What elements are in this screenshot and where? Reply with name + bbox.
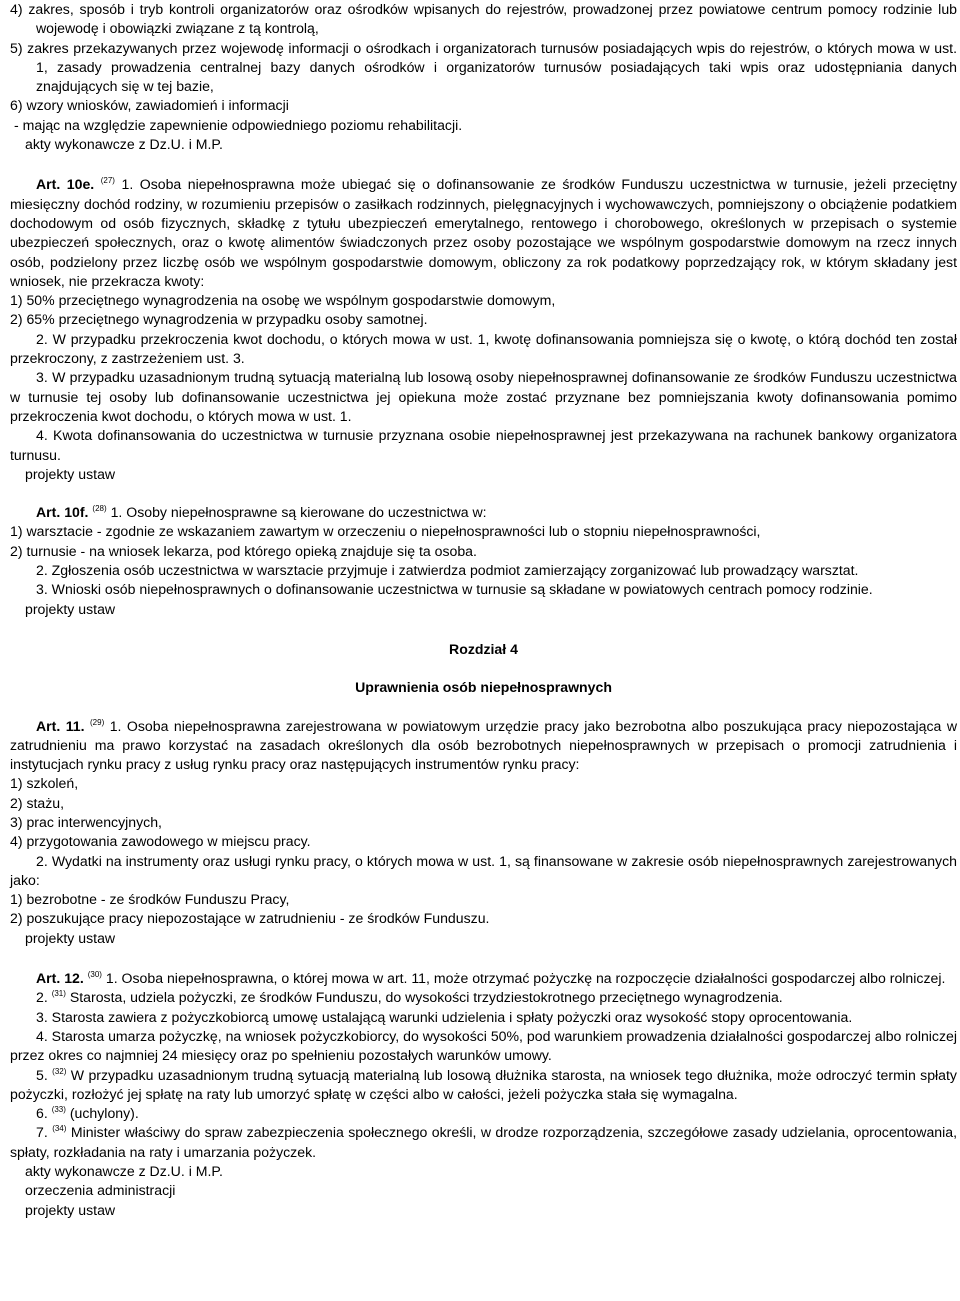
art-11-paragraph-1	[10, 717, 957, 775]
list-item: 1) warsztacie - zgodnie ze wskazaniem zawartym w orzeczeniu o niepełnosprawności lub o stopniu niepełnosprawności,	[10, 523, 761, 540]
closing-clause: - mając na względzie zapewnienie odpowiedniego poziomu rehabilitacji.	[14, 116, 463, 133]
art-12-paragraph-1	[10, 969, 957, 988]
list-item: 2) 65% przeciętnego wynagrodzenia w przypadku osoby samotnej.	[10, 311, 428, 328]
footnote-ref: (31)	[51, 989, 66, 999]
art-10e-paragraph-4: 4. Kwota dofinansowania do uczestnictwa w turnusie przyznana osobie niepełnosprawnej jest przekazywana na rachunek bankowy organizatora turnusu.	[10, 427, 957, 463]
paragraph-number: 5.	[36, 1066, 48, 1083]
paragraph-number: 7.	[36, 1124, 48, 1141]
spacer	[10, 659, 957, 678]
art-12-paragraph-7	[10, 1123, 957, 1162]
spacer	[10, 154, 957, 175]
list-item: 3) prac interwencyjnych,	[10, 813, 162, 830]
list-item: 1) bezrobotne - ze środków Funduszu Pracy,	[10, 891, 290, 908]
list-item-4: 4) zakres, sposób i tryb kontroli organizatorów oraz ośrodków wpisanych do rejestrów, prowadzonej przez powiatowe centrum pomocy rodzinie lub wojewodę i obowiązki związane z tą kontrolą,	[10, 1, 957, 37]
paragraph-text: (uchylony).	[69, 1105, 139, 1122]
paragraph-number: 6.	[36, 1105, 48, 1122]
article-label: Art. 12.	[36, 970, 84, 987]
footnote-ref: (30)	[87, 970, 102, 980]
link-projekty-ustaw[interactable]: projekty ustaw	[25, 465, 116, 482]
list-item: 1) 50% przeciętnego wynagrodzenia na osobę we wspólnym gospodarstwie domowym,	[10, 292, 556, 309]
link-akty-wykonawcze[interactable]: akty wykonawcze z Dz.U. i M.P.	[25, 136, 223, 153]
article-label: Art. 10e.	[36, 176, 95, 193]
art-10f-paragraph-2: 2. Zgłoszenia osób uczestnictwa w warsztacie przyjmuje i zatwierdza podmiot zamierzający zorganizować lub prowadzący warsztat.	[36, 562, 859, 579]
art-12-paragraph-3: 3. Starosta zawiera z pożyczkobiorcą umowę ustalającą warunki udzielenia i spłaty pożyczki oraz wysokość stopy oprocentowania.	[36, 1008, 853, 1025]
spacer	[10, 698, 957, 717]
article-label: Art. 11.	[36, 717, 85, 734]
paragraph-text: Minister właściwy do spraw zabezpieczenia społecznego określi, w drodze rozporządzenia, szczegółowe zasady udzielania, oprocentowania, spłaty, rozkładania na raty i umarzania pożyczek.	[10, 1124, 958, 1160]
art-12-paragraph-2	[10, 988, 957, 1007]
list-item: 2) stażu,	[10, 794, 65, 811]
link-orzeczenia-administracji[interactable]: orzeczenia administracji	[25, 1182, 176, 1199]
art-10e-paragraph-2: 2. W przypadku przekroczenia kwot dochodu, o których mowa w ust. 1, kwotę dofinansowania pomniejsza się o kwotę, o którą dochód ten został przekroczony, z zastrzeżeniem ust. 3.	[10, 330, 957, 367]
paragraph-number: 2.	[36, 989, 48, 1006]
list-item-6: 6) wzory wniosków, zawiadomień i informacji	[10, 97, 289, 114]
footnote-ref: (29)	[90, 717, 105, 727]
spacer	[10, 619, 957, 640]
art-12-paragraph-6	[10, 1104, 957, 1123]
spacer	[10, 484, 957, 503]
footnote-ref: (32)	[52, 1066, 67, 1076]
paragraph-text: 1. Osoba niepełnosprawna może ubiegać się o dofinansowanie ze środków Funduszu uczestnictwa w turnusie, jeżeli przeciętny miesięczny dochód rodziny, w rozumieniu przepisów o zasiłkach rodzinnych, pielęgnacyjnych i wychowawczych, pomniejszony o obciążenie podatkiem dochodowym od osób fizycznych, składkę z tytułu ubezpieczeń emerytalnego, rentowego i chorobowego, określonych w przepisach o systemie ubezpieczeń społecznych, oraz o kwotę alimentów świadczonych przez osoby pozostające we wspólnym gospodarstwie domowym na rzecz innych osób, podzielony przez liczbę osób we wspólnym gospodarstwie domowym, obliczony za rok podatkowy poprzedzający rok, w którym składany jest wniosek, nie przekracza kwoty:	[10, 176, 958, 289]
link-akty-wykonawcze[interactable]: akty wykonawcze z Dz.U. i M.P.	[25, 1163, 223, 1180]
art-11-paragraph-2: 2. Wydatki na instrumenty oraz usługi rynku pracy, o których mowa w ust. 1, są finansowane w zakresie osób niepełnosprawnych zarejestrowanych jako:	[10, 852, 957, 888]
paragraph-text: W przypadku uzasadnionym trudną sytuacją materialną lub losową dłużnika starosta, na wniosek tego dłużnika, może odroczyć termin spłaty pożyczki, rozłożyć jej spłatę na raty lub umorzyć spłatę w części albo w całości, jeżeli pożyczka stała się wymagalna.	[10, 1066, 957, 1102]
list-item-5: 5) zakres przekazywanych przez wojewodę informacji o ośrodkach i organizatorach turnusów posiadających wpis do rejestrów, o których mowa w ust. 1, zasady prowadzenia centralnej bazy danych ośrodków i organizatorów turnusów posiadających taki wpis oraz udostępniania danych znajdujących się w tej bazie,	[10, 39, 957, 95]
footnote-ref: (33)	[51, 1105, 66, 1115]
chapter-number: Rozdział 4	[449, 640, 518, 657]
art-12-paragraph-5	[10, 1066, 957, 1105]
paragraph-text: 1. Osoba niepełnosprawna zarejestrowana w powiatowym urzędzie pracy jako bezrobotna albo poszukująca pracy niepozostająca w zatrudnieniu ma prawo korzystać na zasadach określonych dla osób bezrobotnych niepełnosprawnych w przepisach o promocji zatrudnienia i instytucjach rynku pracy z usług rynku pracy oraz następujących instrumentów rynku pracy:	[10, 717, 958, 773]
list-item: 4) przygotowania zawodowego w miejscu pracy.	[10, 833, 311, 850]
footnote-ref: (34)	[52, 1124, 67, 1134]
link-projekty-ustaw[interactable]: projekty ustaw	[25, 600, 116, 617]
paragraph-text: 1. Osoby niepełnosprawne są kierowane do uczestnictwa w:	[110, 504, 487, 521]
paragraph-text: Starosta, udziela pożyczki, ze środków Funduszu, do wysokości trzydziestokrotnego przeciętnego wynagrodzenia.	[69, 989, 783, 1006]
link-projekty-ustaw[interactable]: projekty ustaw	[25, 929, 116, 946]
art-10f-paragraph-3: 3. Wnioski osób niepełnosprawnych o dofinansowanie uczestnictwa w turnusie są składane w powiatowych centrach pomocy rodzinie.	[36, 581, 873, 598]
article-label: Art. 10f.	[36, 504, 89, 521]
art-12-paragraph-4: 4. Starosta umarza pożyczkę, na wniosek pożyczkobiorcy, do wysokości 50%, pod warunkiem prowadzenia działalności gospodarczej albo rolniczej przez okres co najmniej 24 miesięcy oraz po spełnieniu pozostałych warunków umowy.	[10, 1027, 957, 1064]
paragraph-text: 1. Osoba niepełnosprawna, o której mowa w art. 11, może otrzymać pożyczkę na rozpoczęcie działalności gospodarczej albo rolniczej.	[105, 970, 946, 987]
link-projekty-ustaw[interactable]: projekty ustaw	[25, 1201, 116, 1218]
art-10f-paragraph-1	[10, 503, 957, 522]
footnote-ref: (28)	[92, 504, 107, 514]
art-10e-paragraph-1	[10, 175, 957, 291]
list-item: 1) szkoleń,	[10, 775, 79, 792]
spacer	[10, 948, 957, 969]
footnote-ref: (27)	[100, 176, 115, 186]
list-item: 2) poszukujące pracy niepozostające w zatrudnieniu - ze środków Funduszu.	[10, 910, 490, 927]
list-item: 2) turnusie - na wniosek lekarza, pod którego opieką znajduje się ta osoba.	[10, 542, 477, 559]
chapter-title: Uprawnienia osób niepełnosprawnych	[355, 679, 612, 696]
art-10e-paragraph-3: 3. W przypadku uzasadnionym trudną sytuacją materialną lub losową osoby niepełnosprawnej dofinansowanie ze środków Funduszu uczestnictwa w turnusie tej osoby lub dofinansowanie uczestnictwa jej opiekuna może zostać przyznane bez pomniejszania kwoty dofinansowania pomimo przekroczenia kwot dochodu, o których mowa w ust. 1.	[10, 369, 957, 424]
